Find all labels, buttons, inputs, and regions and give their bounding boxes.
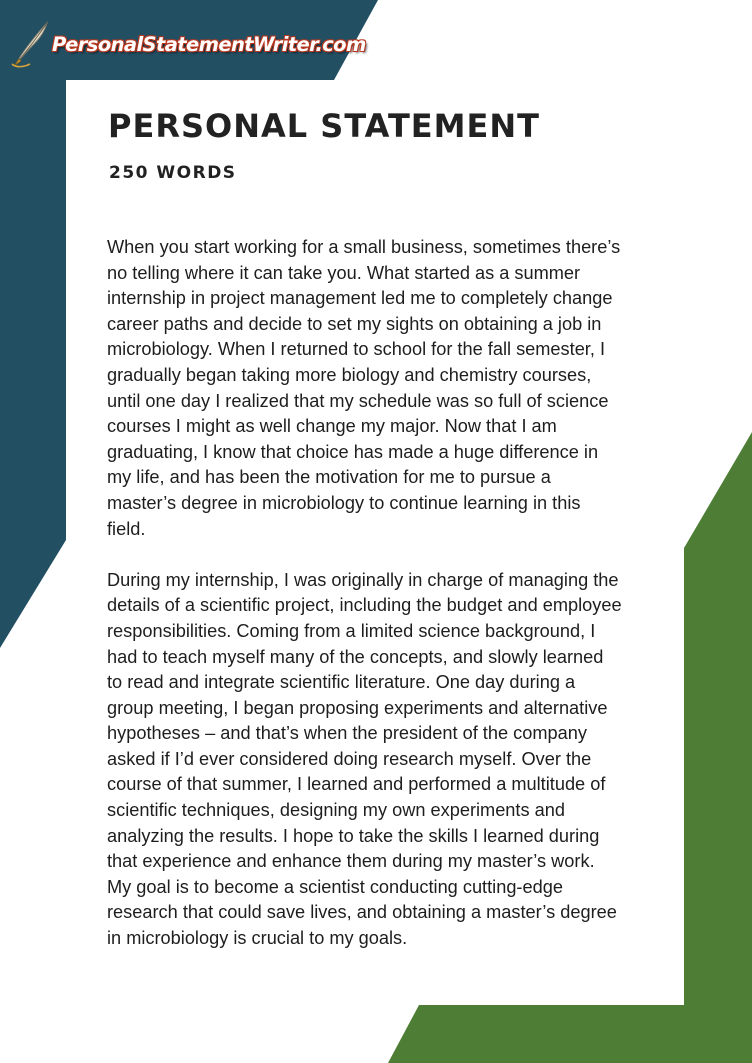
quill-pen-icon: [10, 20, 50, 68]
site-logo[interactable]: [10, 18, 366, 70]
statement-body: [107, 235, 667, 977]
document-title: PERSONAL STATEMENT: [108, 107, 540, 145]
document-subtitle: 250 WORDS: [109, 163, 237, 183]
logo-text: PersonalStatementWriter.com: [52, 32, 366, 56]
body-paragraph: During my internship, I was originally in charge of managing the details of a scientific project, including the budget and employee responsibilities. Coming from a limited science background, I had to teach myself many of the concepts, and slowly learned to read and integrate scientific literature. One day during a group meeting, I began proposing experiments and alternative hypotheses – and that’s when the president of the company asked if I’d ever considered doing research myself. Over the course of that summer, I learned and performed a multitude of scientific techniques, designing my own experiments and analyzing the results. I hope to take the skills I learned during that experience and enhance them during my master’s work. My goal is to become a scientist conducting cutting-edge research that could save lives, and obtaining a master’s degree in microbiology is crucial to my goals.: [107, 569, 622, 949]
body-paragraph: When you start working for a small business, sometimes there’s no telling where it can take you. What started as a summer internship in project management led me to completely change career paths and decide to set my sights on obtaining a job in microbiology. When I returned to school for the fall semester, I gradually began taking more biology and chemistry courses, until one day I realized that my schedule was so full of science courses I might as well change my major. Now that I am graduating, I know that choice has made a huge difference in my life, and has been the motivation for me to pursue a master’s degree in microbiology to continue learning in this field.: [107, 237, 621, 539]
